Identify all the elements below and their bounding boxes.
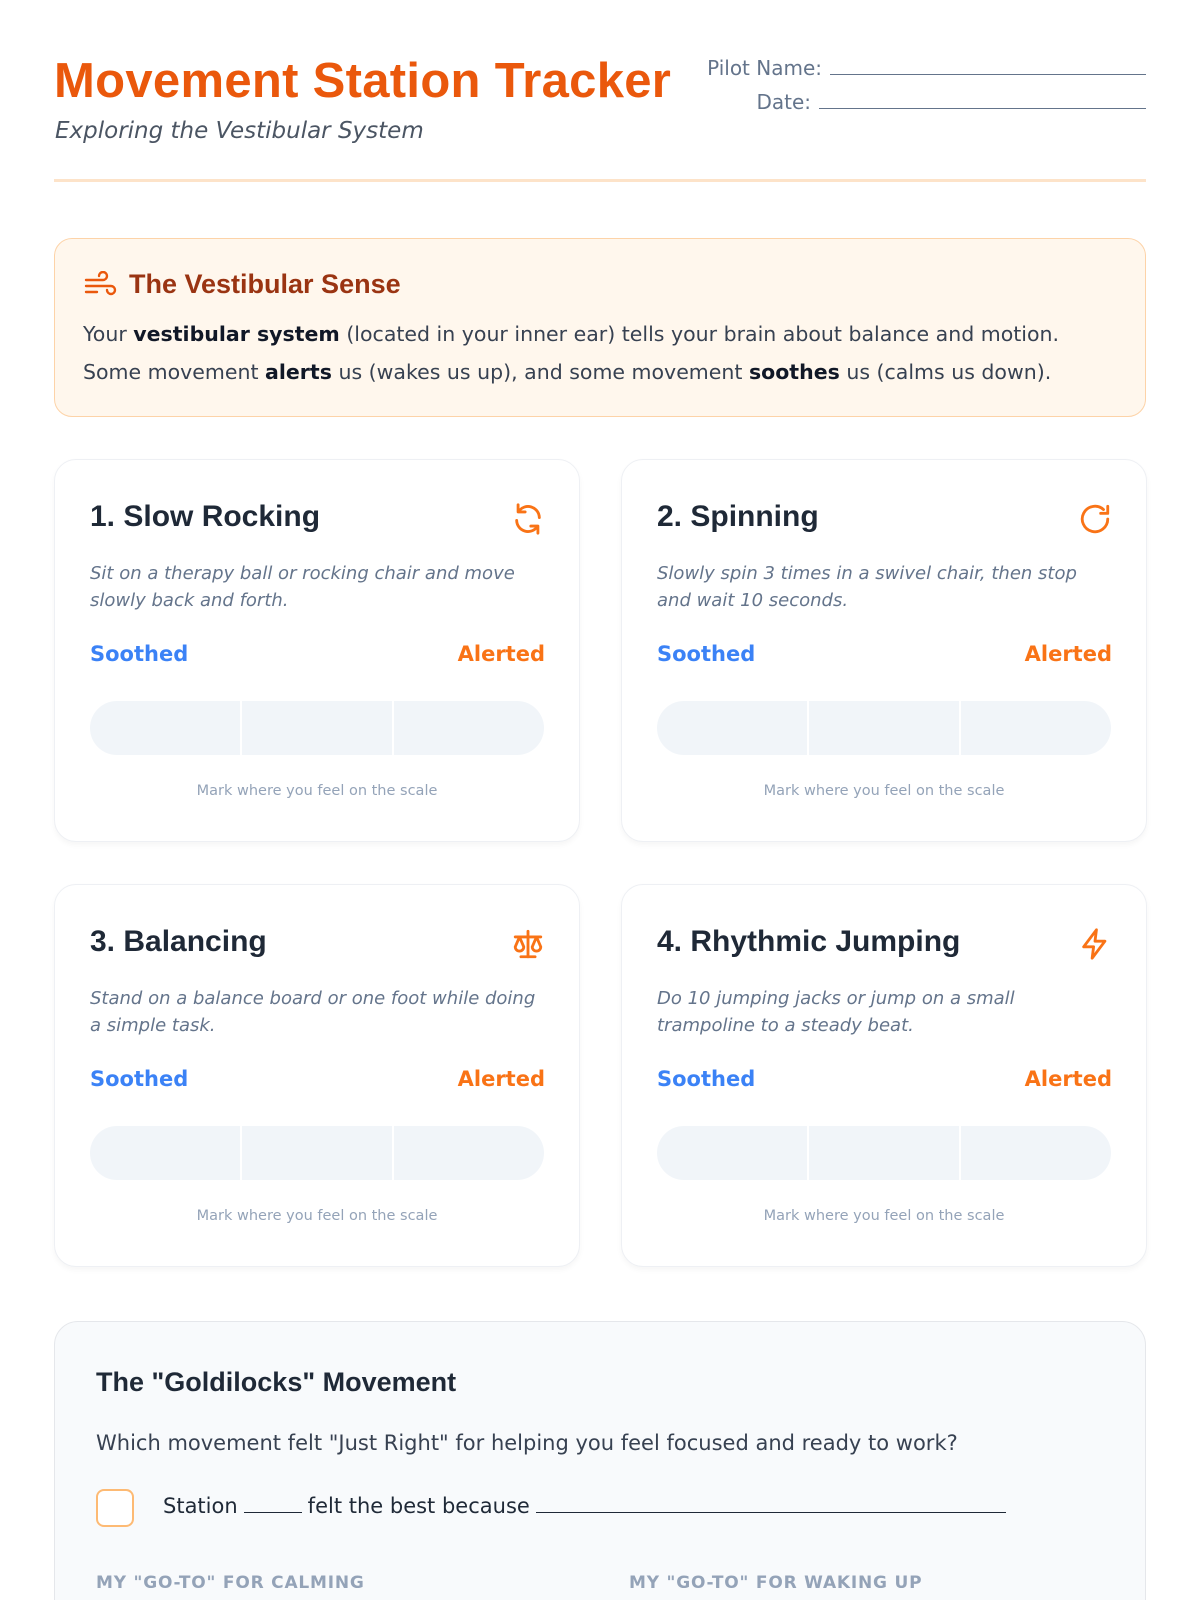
info-text-part: (located in your inner ear) tells your brain about balance and motion. Some movement — [83, 322, 1060, 384]
scale-segment[interactable] — [394, 1126, 544, 1180]
scale-icon — [511, 927, 545, 961]
refresh-icon — [511, 502, 545, 536]
scale-segment[interactable] — [657, 1126, 809, 1180]
info-bold-soothes: soothes — [748, 360, 840, 384]
station-title: 2. Spinning — [657, 500, 819, 533]
station-card-slow-rocking — [54, 459, 580, 842]
waking-heading: MY "GO-TO" FOR WAKING UP — [629, 1573, 923, 1593]
info-text-part: Your — [83, 322, 134, 346]
info-text-part: us (wakes us up), and some movement — [331, 360, 749, 384]
station-title: 1. Slow Rocking — [90, 500, 321, 533]
date-blank[interactable] — [819, 95, 1146, 109]
reason-blank[interactable] — [536, 1497, 1006, 1513]
scale-hint: Mark where you feel on the scale — [763, 1208, 1005, 1224]
feeling-scale[interactable] — [657, 1126, 1111, 1180]
scale-segment[interactable] — [809, 701, 961, 755]
station-card-rhythmic-jumping — [621, 884, 1147, 1267]
worksheet-page — [54, 0, 1146, 1593]
soothed-label: Soothed — [657, 642, 756, 666]
station-number-blank[interactable] — [244, 1497, 302, 1513]
goldilocks-question: Which movement felt "Just Right" for helping you feel focused and ready to work? — [96, 1431, 958, 1455]
station-card-balancing — [54, 884, 580, 1267]
soothed-label: Soothed — [90, 642, 189, 666]
scale-segment[interactable] — [90, 1126, 242, 1180]
station-title: 4. Rhythmic Jumping — [657, 925, 961, 958]
page-header — [54, 0, 1146, 182]
scale-segment[interactable] — [242, 1126, 394, 1180]
alerted-label: Alerted — [1024, 642, 1112, 666]
page-subtitle: Exploring the Vestibular System — [55, 118, 424, 144]
info-heading — [83, 269, 401, 300]
lightning-icon — [1078, 927, 1112, 961]
goldilocks-checkbox[interactable] — [96, 1489, 134, 1527]
calming-heading: MY "GO-TO" FOR CALMING — [96, 1573, 365, 1593]
goldilocks-answer-line — [163, 1494, 1012, 1518]
vestibular-info-box — [54, 238, 1146, 417]
station-description: Stand on a balance board or one foot while doing a simple task. — [90, 988, 536, 1036]
feeling-scale[interactable] — [657, 701, 1111, 755]
date-field[interactable] — [686, 90, 1146, 114]
station-description: Slowly spin 3 times in a swivel chair, then stop and wait 10 seconds. — [657, 563, 1077, 611]
page-title: Movement Station Tracker — [54, 54, 672, 108]
pilot-name-blank[interactable] — [830, 61, 1146, 75]
info-text-part: us (calms us down). — [839, 360, 1052, 384]
feeling-scale[interactable] — [90, 1126, 544, 1180]
feeling-scale[interactable] — [90, 701, 544, 755]
soothed-label: Soothed — [657, 1067, 756, 1091]
info-bold-vestibular: vestibular system — [133, 322, 340, 346]
wind-icon — [83, 271, 117, 299]
scale-segment[interactable] — [961, 701, 1111, 755]
scale-hint: Mark where you feel on the scale — [196, 783, 438, 799]
date-label: Date: — [756, 90, 811, 114]
scale-segment[interactable] — [90, 701, 242, 755]
scale-segment[interactable] — [809, 1126, 961, 1180]
station-title: 3. Balancing — [90, 925, 267, 958]
alerted-label: Alerted — [457, 1067, 545, 1091]
info-text — [83, 315, 1123, 391]
info-bold-alerts: alerts — [265, 360, 332, 384]
station-description: Do 10 jumping jacks or jump on a small trampoline to a steady beat. — [657, 988, 1015, 1036]
info-title: The Vestibular Sense — [129, 269, 401, 299]
station-description: Sit on a therapy ball or rocking chair and move slowly back and forth. — [90, 563, 515, 611]
scale-segment[interactable] — [242, 701, 394, 755]
rotate-icon — [1078, 502, 1112, 536]
station-card-spinning — [621, 459, 1147, 842]
alerted-label: Alerted — [1024, 1067, 1112, 1091]
station-suffix: felt the best because — [307, 1494, 530, 1518]
pilot-name-label: Pilot Name: — [707, 56, 822, 80]
goldilocks-section — [54, 1321, 1146, 1600]
scale-segment[interactable] — [657, 701, 809, 755]
scale-hint: Mark where you feel on the scale — [196, 1208, 438, 1224]
alerted-label: Alerted — [457, 642, 545, 666]
soothed-label: Soothed — [90, 1067, 189, 1091]
scale-segment[interactable] — [394, 701, 544, 755]
station-prefix: Station — [163, 1494, 238, 1518]
scale-segment[interactable] — [961, 1126, 1111, 1180]
pilot-name-field[interactable] — [686, 56, 1146, 80]
scale-hint: Mark where you feel on the scale — [763, 783, 1005, 799]
goldilocks-title: The "Goldilocks" Movement — [96, 1367, 457, 1397]
